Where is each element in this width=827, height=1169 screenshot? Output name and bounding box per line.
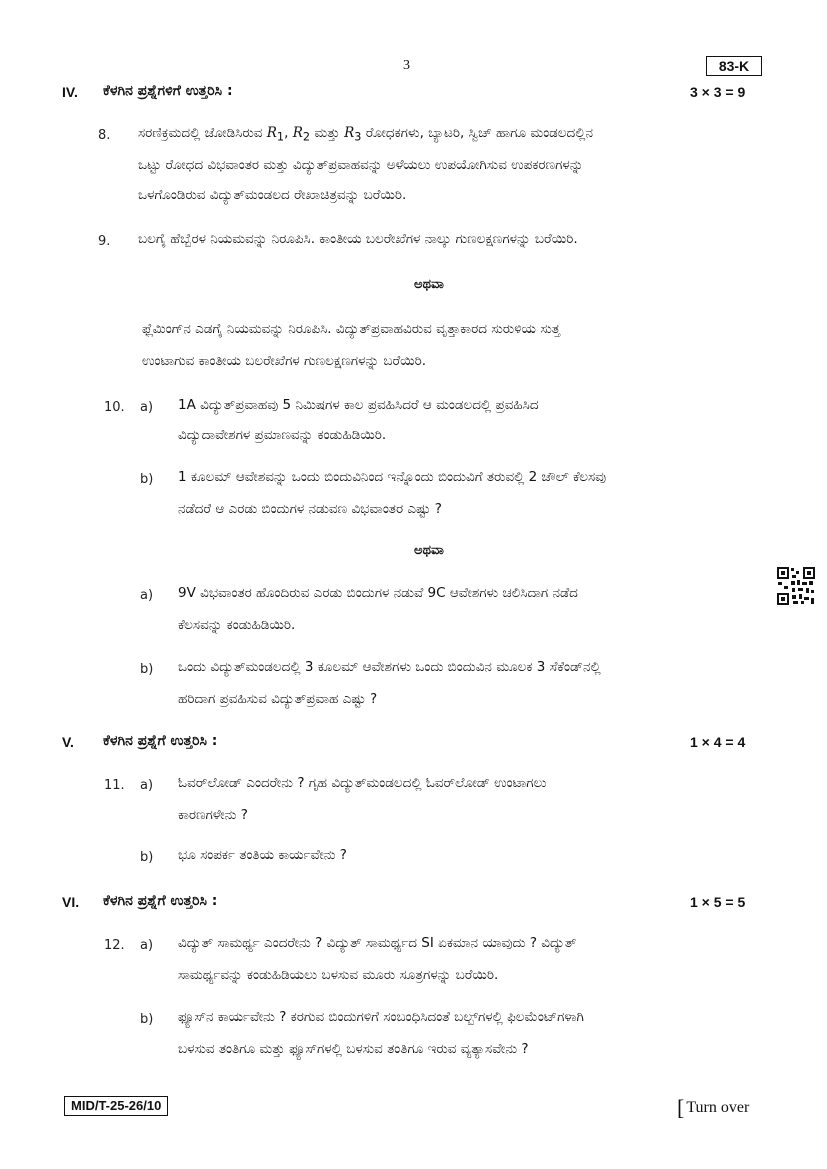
question-10b-line-1: 1 ಕೂಲಮ್ ಆವೇಶವನ್ನು ಒಂದು ಬಿಂದುವಿನಿಂದ ಇನ್ನೊಂದು ಬಿಂದುವಿಗೆ ತರುವಲ್ಲಿ 2 ಜೌಲ್ ಕೆಲಸವು <box>178 469 607 485</box>
question-12a-line-1: ವಿದ್ಯುತ್ ಸಾಮರ್ಥ್ಯ ಎಂದರೇನು ? ವಿದ್ಯುತ್ ಸಾಮರ್ಥ್ಯದ SI ಏಕಮಾನ ಯಾವುದು ? ವಿದ್ಯುತ್ <box>178 935 577 951</box>
question-10b-label: b) <box>140 472 154 487</box>
question-12a-line-2: ಸಾಮರ್ಥ್ಯವನ್ನು ಕಂಡುಹಿಡಿಯಲು ಬಳಸುವ ಮೂರು ಸೂತ್ರಗಳನ್ನು ಬರೆಯಿರಿ. <box>178 967 499 983</box>
question-10a-line-2: ವಿದ್ಯುದಾವೇಶಗಳ ಪ್ರಮಾಣವನ್ನು ಕಂಡುಹಿಡಿಯಿರಿ. <box>178 427 387 443</box>
section-v-title: ಕೆಳಗಿನ ಪ್ರಶ್ನೆಗೆ ಉತ್ತರಿಸಿ : <box>103 733 218 749</box>
section-iv-number: IV. <box>62 84 78 100</box>
question-8-number: 8. <box>98 128 111 143</box>
question-10b-line-2: ನಡೆದರೆ ಆ ಎರಡು ಬಿಂದುಗಳ ನಡುವಣ ವಿಭವಾಂತರ ಎಷ್ಟು ? <box>178 501 442 517</box>
question-10-alt-a-line-1: 9V ವಿಭವಾಂತರ ಹೊಂದಿರುವ ಎರಡು ಬಿಂದುಗಳ ನಡುವೆ 9C ಆವೇಶಗಳು ಚಲಿಸಿದಾಗ ನಡೆದ <box>178 585 578 601</box>
question-11-number: 11. <box>104 778 125 793</box>
or-separator-q10: ಅಥವಾ <box>414 543 444 558</box>
question-9-alt-line-1: ಫ್ಲೆಮಿಂಗ್‌ನ ಎಡಗೈ ನಿಯಮವನ್ನು ನಿರೂಪಿಸಿ. ವಿದ್ಯುತ್‌ಪ್ರವಾಹವಿರುವ ವೃತ್ತಾಕಾರದ ಸುರುಳಿಯ ಸುತ್ತ <box>142 321 561 337</box>
question-11b-line-1: ಭೂ ಸಂಪರ್ಕ ತಂತಿಯ ಕಾರ್ಯವೇನು ? <box>178 847 347 863</box>
section-vi-number: VI. <box>62 894 80 910</box>
section-vi-marks: 1 × 5 = 5 <box>690 894 746 910</box>
question-12b-line-1: ಫ್ಯೂಸ್‌ನ ಕಾರ್ಯವೇನು ? ಕರಗುವ ಬಿಂದುಗಳಿಗೆ ಸಂಬಂಧಿಸಿದಂತೆ ಬಲ್ಬ್‌ಗಳಲ್ಲಿ ಫಿಲಮೆಂಟ್‌ಗಳಾಗಿ <box>178 1009 584 1025</box>
question-10-alt-b-line-2: ಹರಿದಾಗ ಪ್ರವಹಿಸುವ ವಿದ್ಯುತ್‌ಪ್ರವಾಹ ಎಷ್ಟು ? <box>178 691 378 707</box>
page-number: 3 <box>403 58 410 73</box>
section-iv-title: ಕೆಳಗಿನ ಪ್ರಶ್ನೆಗಳಿಗೆ ಉತ್ತರಿಸಿ : <box>103 83 233 99</box>
question-10a-line-1: 1A ವಿದ್ಯುತ್‌ಪ್ರವಾಹವು 5 ನಿಮಿಷಗಳ ಕಾಲ ಪ್ರವಹಿಸಿದರೆ ಆ ಮಂಡಲದಲ್ಲಿ ಪ್ರವಹಿಸಿದ <box>178 397 539 413</box>
question-11a-label: a) <box>140 778 154 793</box>
turn-over-note: [ Turn over <box>677 1095 750 1120</box>
section-vi-title: ಕೆಳಗಿನ ಪ್ರಶ್ನೆಗೆ ಉತ್ತರಿಸಿ : <box>103 893 218 909</box>
question-12a-label: a) <box>140 938 154 953</box>
question-11a-line-2: ಕಾರಣಗಳೇನು ? <box>178 807 248 823</box>
or-separator-q9: ಅಥವಾ <box>414 277 444 292</box>
paper-code-box: 83-K <box>706 56 762 76</box>
question-10-alt-b-line-1: ಒಂದು ವಿದ್ಯುತ್‌ಮಂಡಲದಲ್ಲಿ 3 ಕೂಲಮ್ ಆವೇಶಗಳು ಒಂದು ಬಿಂದುವಿನ ಮೂಲಕ 3 ಸೆಕೆಂಡ್‌ನಲ್ಲಿ <box>178 659 601 675</box>
question-12-number: 12. <box>104 938 125 953</box>
question-11b-label: b) <box>140 850 154 865</box>
footer-code-box: MID/T-25-26/10 <box>64 1096 168 1116</box>
question-10a-label: a) <box>140 400 154 415</box>
question-12b-line-2: ಬಳಸುವ ತಂತಿಗೂ ಮತ್ತು ಫ್ಯೂಸ್‌ಗಳಲ್ಲಿ ಬಳಸುವ ತಂತಿಗೂ ಇರುವ ವ್ಯತ್ಯಾಸವೇನು ? <box>178 1041 529 1057</box>
question-8-line-3: ಒಳಗೊಂಡಿರುವ ವಿದ್ಯುತ್‌ಮಂಡಲದ ರೇಖಾಚಿತ್ರವನ್ನು ಬರೆಯಿರಿ. <box>138 187 407 203</box>
section-iv-marks: 3 × 3 = 9 <box>690 84 746 100</box>
question-10-alt-a-label: a) <box>140 588 154 603</box>
question-8-line-1: ಸರಣಿಕ್ರಮದಲ್ಲಿ ಜೋಡಿಸಿರುವ $R_1$, $R_2$ ಮತ್ತು $R_3$ ರೋಧಕಗಳು, ಬ್ಯಾಟರಿ, ಸ್ವಿಚ್ ಹಾಗೂ ಮಂಡಲದಲ್ಲಿನ <box>138 125 593 144</box>
section-v-marks: 1 × 4 = 4 <box>690 734 746 750</box>
question-10-alt-b-label: b) <box>140 662 154 677</box>
question-8-line-2: ಒಟ್ಟು ರೋಧದ ವಿಭವಾಂತರ ಮತ್ತು ವಿದ್ಯುತ್‌ಪ್ರವಾಹವನ್ನು ಅಳೆಯಲು ಉಪಯೋಗಿಸುವ ಉಪಕರಣಗಳನ್ನು <box>138 157 584 173</box>
question-11a-line-1: ಓವರ್‌ಲೋಡ್ ಎಂದರೇನು ? ಗೃಹ ವಿದ್ಯುತ್‌ಮಂಡಲದಲ್ಲಿ ಓವರ್‌ಲೋಡ್ ಉಂಟಾಗಲು <box>178 775 547 791</box>
question-9-text: ಬಲಗೈ ಹೆಬ್ಬೆರಳ ನಿಯಮವನ್ನು ನಿರೂಪಿಸಿ. ಕಾಂತೀಯ ಬಲರೇಖೆಗಳ ನಾಲ್ಕು ಗುಣಲಕ್ಷಣಗಳನ್ನು ಬರೆಯಿರಿ. <box>138 231 578 247</box>
question-12b-label: b) <box>140 1012 154 1027</box>
section-v-number: V. <box>62 734 74 750</box>
qr-code-icon <box>776 566 816 606</box>
question-9-number: 9. <box>98 234 111 249</box>
question-10-number: 10. <box>104 400 125 415</box>
question-10-alt-a-line-2: ಕೆಲಸವನ್ನು ಕಂಡುಹಿಡಿಯಿರಿ. <box>178 617 296 633</box>
question-9-alt-line-2: ಉಂಟಾಗುವ ಕಾಂತೀಯ ಬಲರೇಖೆಗಳ ಗುಣಲಕ್ಷಣಗಳನ್ನು ಬರೆಯಿರಿ. <box>142 353 427 369</box>
